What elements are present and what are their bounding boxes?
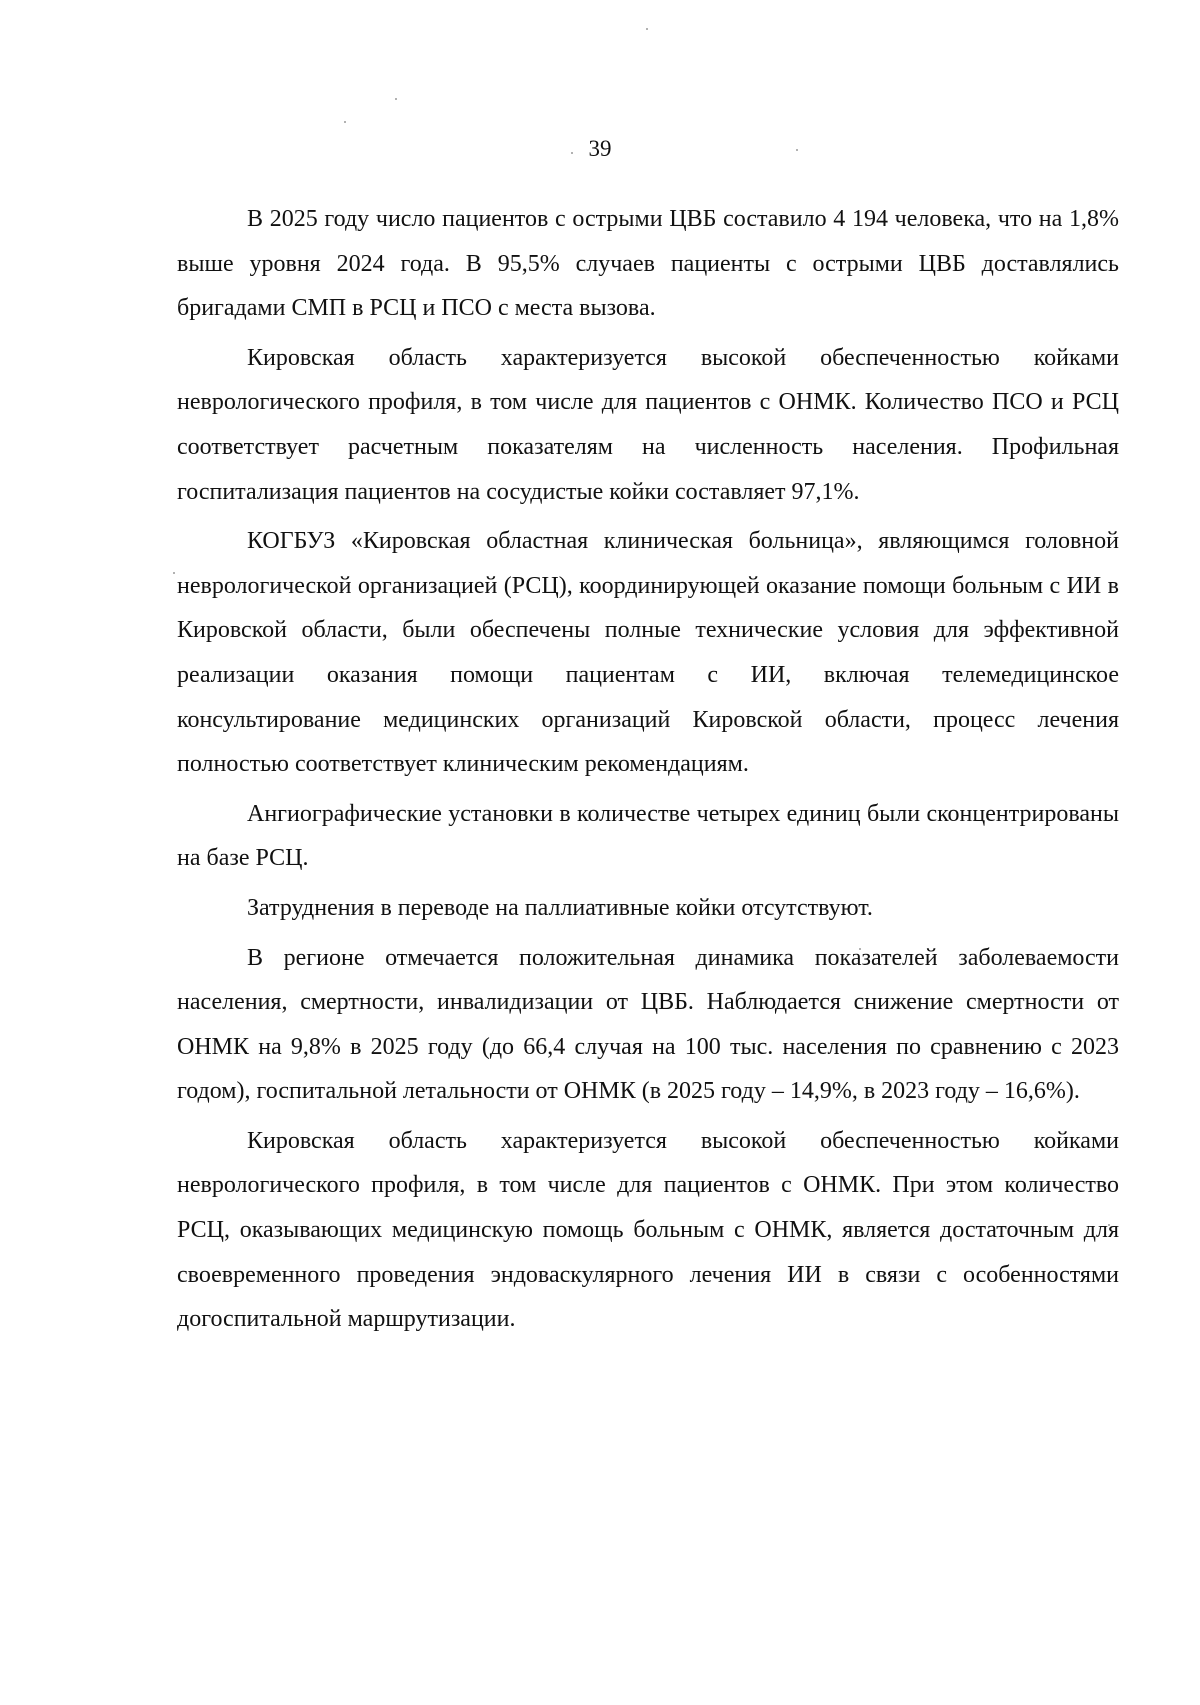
scan-speck <box>646 28 648 30</box>
paragraph-2: Кировская область характеризуется высокой обеспеченностью койками неврологического профиля, в том числе для пациентов с ОНМК. Количество ПСО и РСЦ соответствует расчетным показателям на численность населения. Профильная госпитализация пациентов на сосудистые койки составляет 97,1%. <box>177 344 1119 505</box>
scan-speck <box>395 98 397 100</box>
paragraph-1: В 2025 году число пациентов с острыми ЦВБ составило 4 194 человека, что на 1,8% выше уровня 2024 года. В 95,5% случаев пациенты с острыми ЦВБ доставлялись бригадами СМП в РСЦ и ПСО с места вызова. <box>177 206 1119 322</box>
paragraph-5: Затруднения в переводе на паллиативные койки отсутствуют. <box>247 894 873 921</box>
paragraph-4: Ангиографические установки в количестве четырех единиц были сконцентрированы на базе РСЦ. <box>177 800 1119 872</box>
document-body <box>177 197 1119 1342</box>
scan-speck <box>344 121 346 123</box>
paragraph-7: Кировская область характеризуется высокой обеспеченностью койками неврологического профиля, в том числе для пациентов с ОНМК. При этом количество РСЦ, оказывающих медицинскую помощь больным с ОНМК, является достаточным для своевременного проведения эндоваскулярного лечения ИИ в связи с особенностями догоспитальной маршрутизации. <box>177 1127 1119 1333</box>
page-number: 39 <box>588 136 612 161</box>
scan-speck <box>173 572 175 574</box>
paragraph-3: КОГБУЗ «Кировская областная клиническая больница», являющимся головной неврологической организацией (РСЦ), координирующей оказание помощи больным с ИИ в Кировской области, были обеспечены полные технические условия для эффективной реализации оказания помощи пациентам с ИИ, включая телемедицинское консультирование медицинских организаций Кировской области, процесс лечения полностью соответствует клиническим рекомендациям. <box>177 528 1119 778</box>
paragraph-6: В регионе отмечается положительная динамика показателей заболеваемости населения, смертности, инвалидизации от ЦВБ. Наблюдается снижение смертности от ОНМК на 9,8% в 2025 году (до 66,4 случая на 100 тыс. населения по сравнению с 2023 годом), госпитальной летальности от ОНМК (в 2025 году – 14,9%, в 2023 году – 16,6%). <box>177 944 1119 1105</box>
